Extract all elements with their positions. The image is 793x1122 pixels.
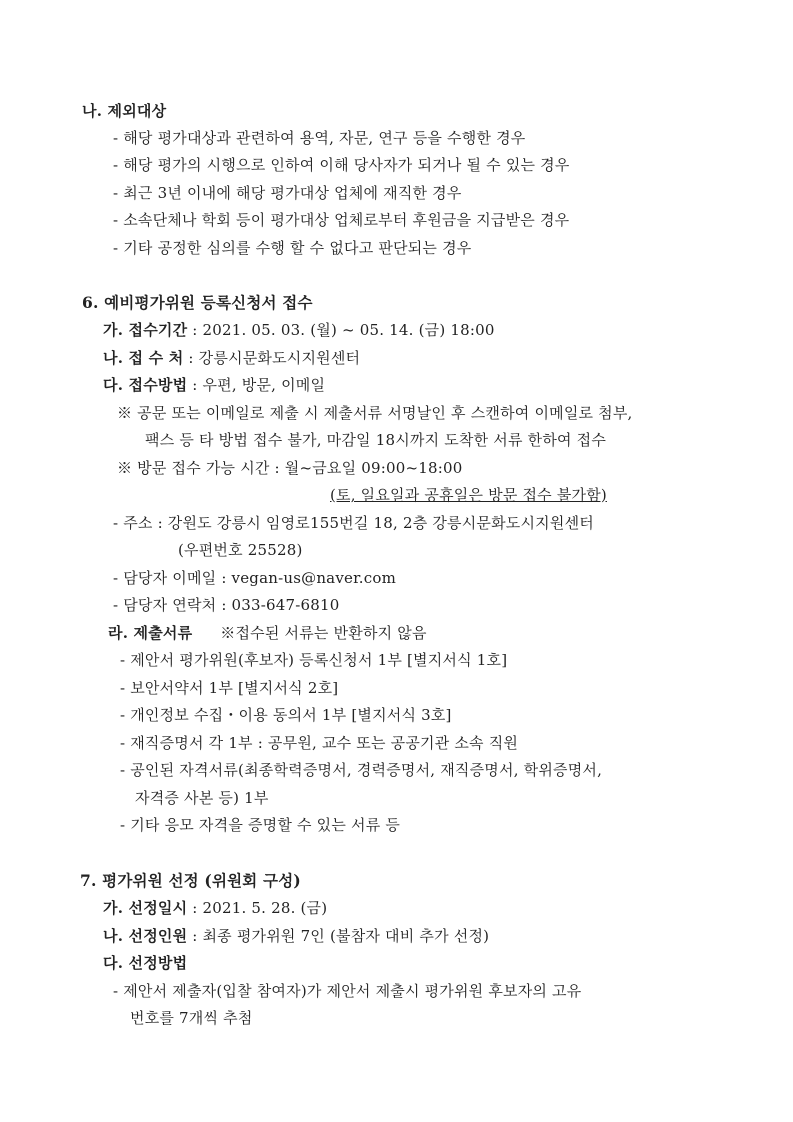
docs-item: - 보안서약서 1부 [별지서식 2호] bbox=[120, 679, 339, 697]
exclusion-item: - 해당 평가대상과 관련하여 용역, 자문, 연구 등을 수행한 경우 bbox=[113, 129, 526, 147]
method-row bbox=[103, 375, 325, 395]
period-value: : 2021. 05. 03. (월) ~ 05. 14. (금) 18:00 bbox=[187, 321, 495, 339]
method-label: 다. 접수방법 bbox=[103, 376, 188, 394]
docs-note: ※접수된 서류는 반환하지 않음 bbox=[220, 624, 427, 642]
note2-line2: (토, 일요일과 공휴일은 방문 접수 불가함) bbox=[330, 486, 607, 504]
method-value: : 우편, 방문, 이메일 bbox=[187, 376, 326, 394]
select-count-label: 나. 선정인원 bbox=[103, 927, 188, 945]
phone-line: - 담당자 연락처 : 033-647-6810 bbox=[113, 596, 340, 614]
select-date-row bbox=[103, 898, 327, 918]
exclusion-heading: 나. 제외대상 bbox=[82, 102, 167, 120]
address-line1: - 주소 : 강원도 강릉시 임영로155번길 18, 2층 강릉시문화도시지원센터 bbox=[113, 514, 594, 532]
docs-item: - 재직증명서 각 1부 : 공무원, 교수 또는 공공기관 소속 직원 bbox=[120, 734, 519, 752]
select-method-line1: - 제안서 제출자(입찰 참여자)가 제안서 제출시 평가위원 후보자의 고유 bbox=[113, 982, 582, 1000]
docs-item: - 공인된 자격서류(최종학력증명서, 경력증명서, 재직증명서, 학위증명서, bbox=[120, 761, 603, 779]
docs-label: 라. 제출서류 bbox=[108, 624, 193, 642]
select-method-label: 다. 선정방법 bbox=[103, 954, 188, 972]
select-method-line2: 번호를 7개씩 추첨 bbox=[130, 1009, 253, 1027]
docs-item-cont: 자격증 사본 등) 1부 bbox=[135, 789, 269, 807]
period-label: 가. 접수기간 bbox=[103, 321, 188, 339]
select-date-value: : 2021. 5. 28. (금) bbox=[187, 899, 328, 917]
docs-row bbox=[108, 623, 427, 643]
exclusion-item: - 최근 3년 이내에 해당 평가대상 업체에 재직한 경우 bbox=[113, 184, 462, 202]
email-line: - 담당자 이메일 : vegan-us@naver.com bbox=[113, 569, 397, 587]
place-value: : 강릉시문화도시지원센터 bbox=[183, 349, 361, 367]
exclusion-item: - 기타 공정한 심의를 수행 할 수 없다고 판단되는 경우 bbox=[113, 239, 472, 257]
note1-line1: ※ 공문 또는 이메일로 제출 시 제출서류 서명날인 후 스캔하여 이메일로 첨부, bbox=[117, 404, 633, 422]
docs-item: - 기타 응모 자격을 증명할 수 있는 서류 등 bbox=[120, 816, 401, 834]
exclusion-item: - 해당 평가의 시행으로 인하여 이해 당사자가 되거나 될 수 있는 경우 bbox=[113, 156, 570, 174]
docs-item: - 개인정보 수집・이용 동의서 1부 [별지서식 3호] bbox=[120, 706, 452, 724]
select-count-value: : 최종 평가위원 7인 (불참자 대비 추가 선정) bbox=[187, 927, 490, 945]
place-label: 나. 접 수 처 bbox=[103, 349, 184, 367]
section7-title: 7. 평가위원 선정 (위원회 구성) bbox=[80, 871, 301, 890]
address-line2: (우편번호 25528) bbox=[178, 541, 303, 559]
place-row bbox=[103, 348, 360, 368]
section6-title: 6. 예비평가위원 등록신청서 접수 bbox=[82, 293, 313, 312]
docs-item: - 제안서 평가위원(후보자) 등록신청서 1부 [별지서식 1호] bbox=[120, 651, 508, 669]
period-row bbox=[103, 320, 495, 340]
note1-line2: 팩스 등 타 방법 접수 불가, 마감일 18시까지 도착한 서류 한하여 접수 bbox=[145, 431, 607, 449]
exclusion-item: - 소속단체나 학회 등이 평가대상 업체로부터 후원금을 지급받은 경우 bbox=[113, 211, 570, 229]
select-date-label: 가. 선정일시 bbox=[103, 899, 188, 917]
select-count-row bbox=[103, 926, 489, 946]
note2-line1: ※ 방문 접수 가능 시간 : 월~금요일 09:00~18:00 bbox=[117, 459, 463, 477]
